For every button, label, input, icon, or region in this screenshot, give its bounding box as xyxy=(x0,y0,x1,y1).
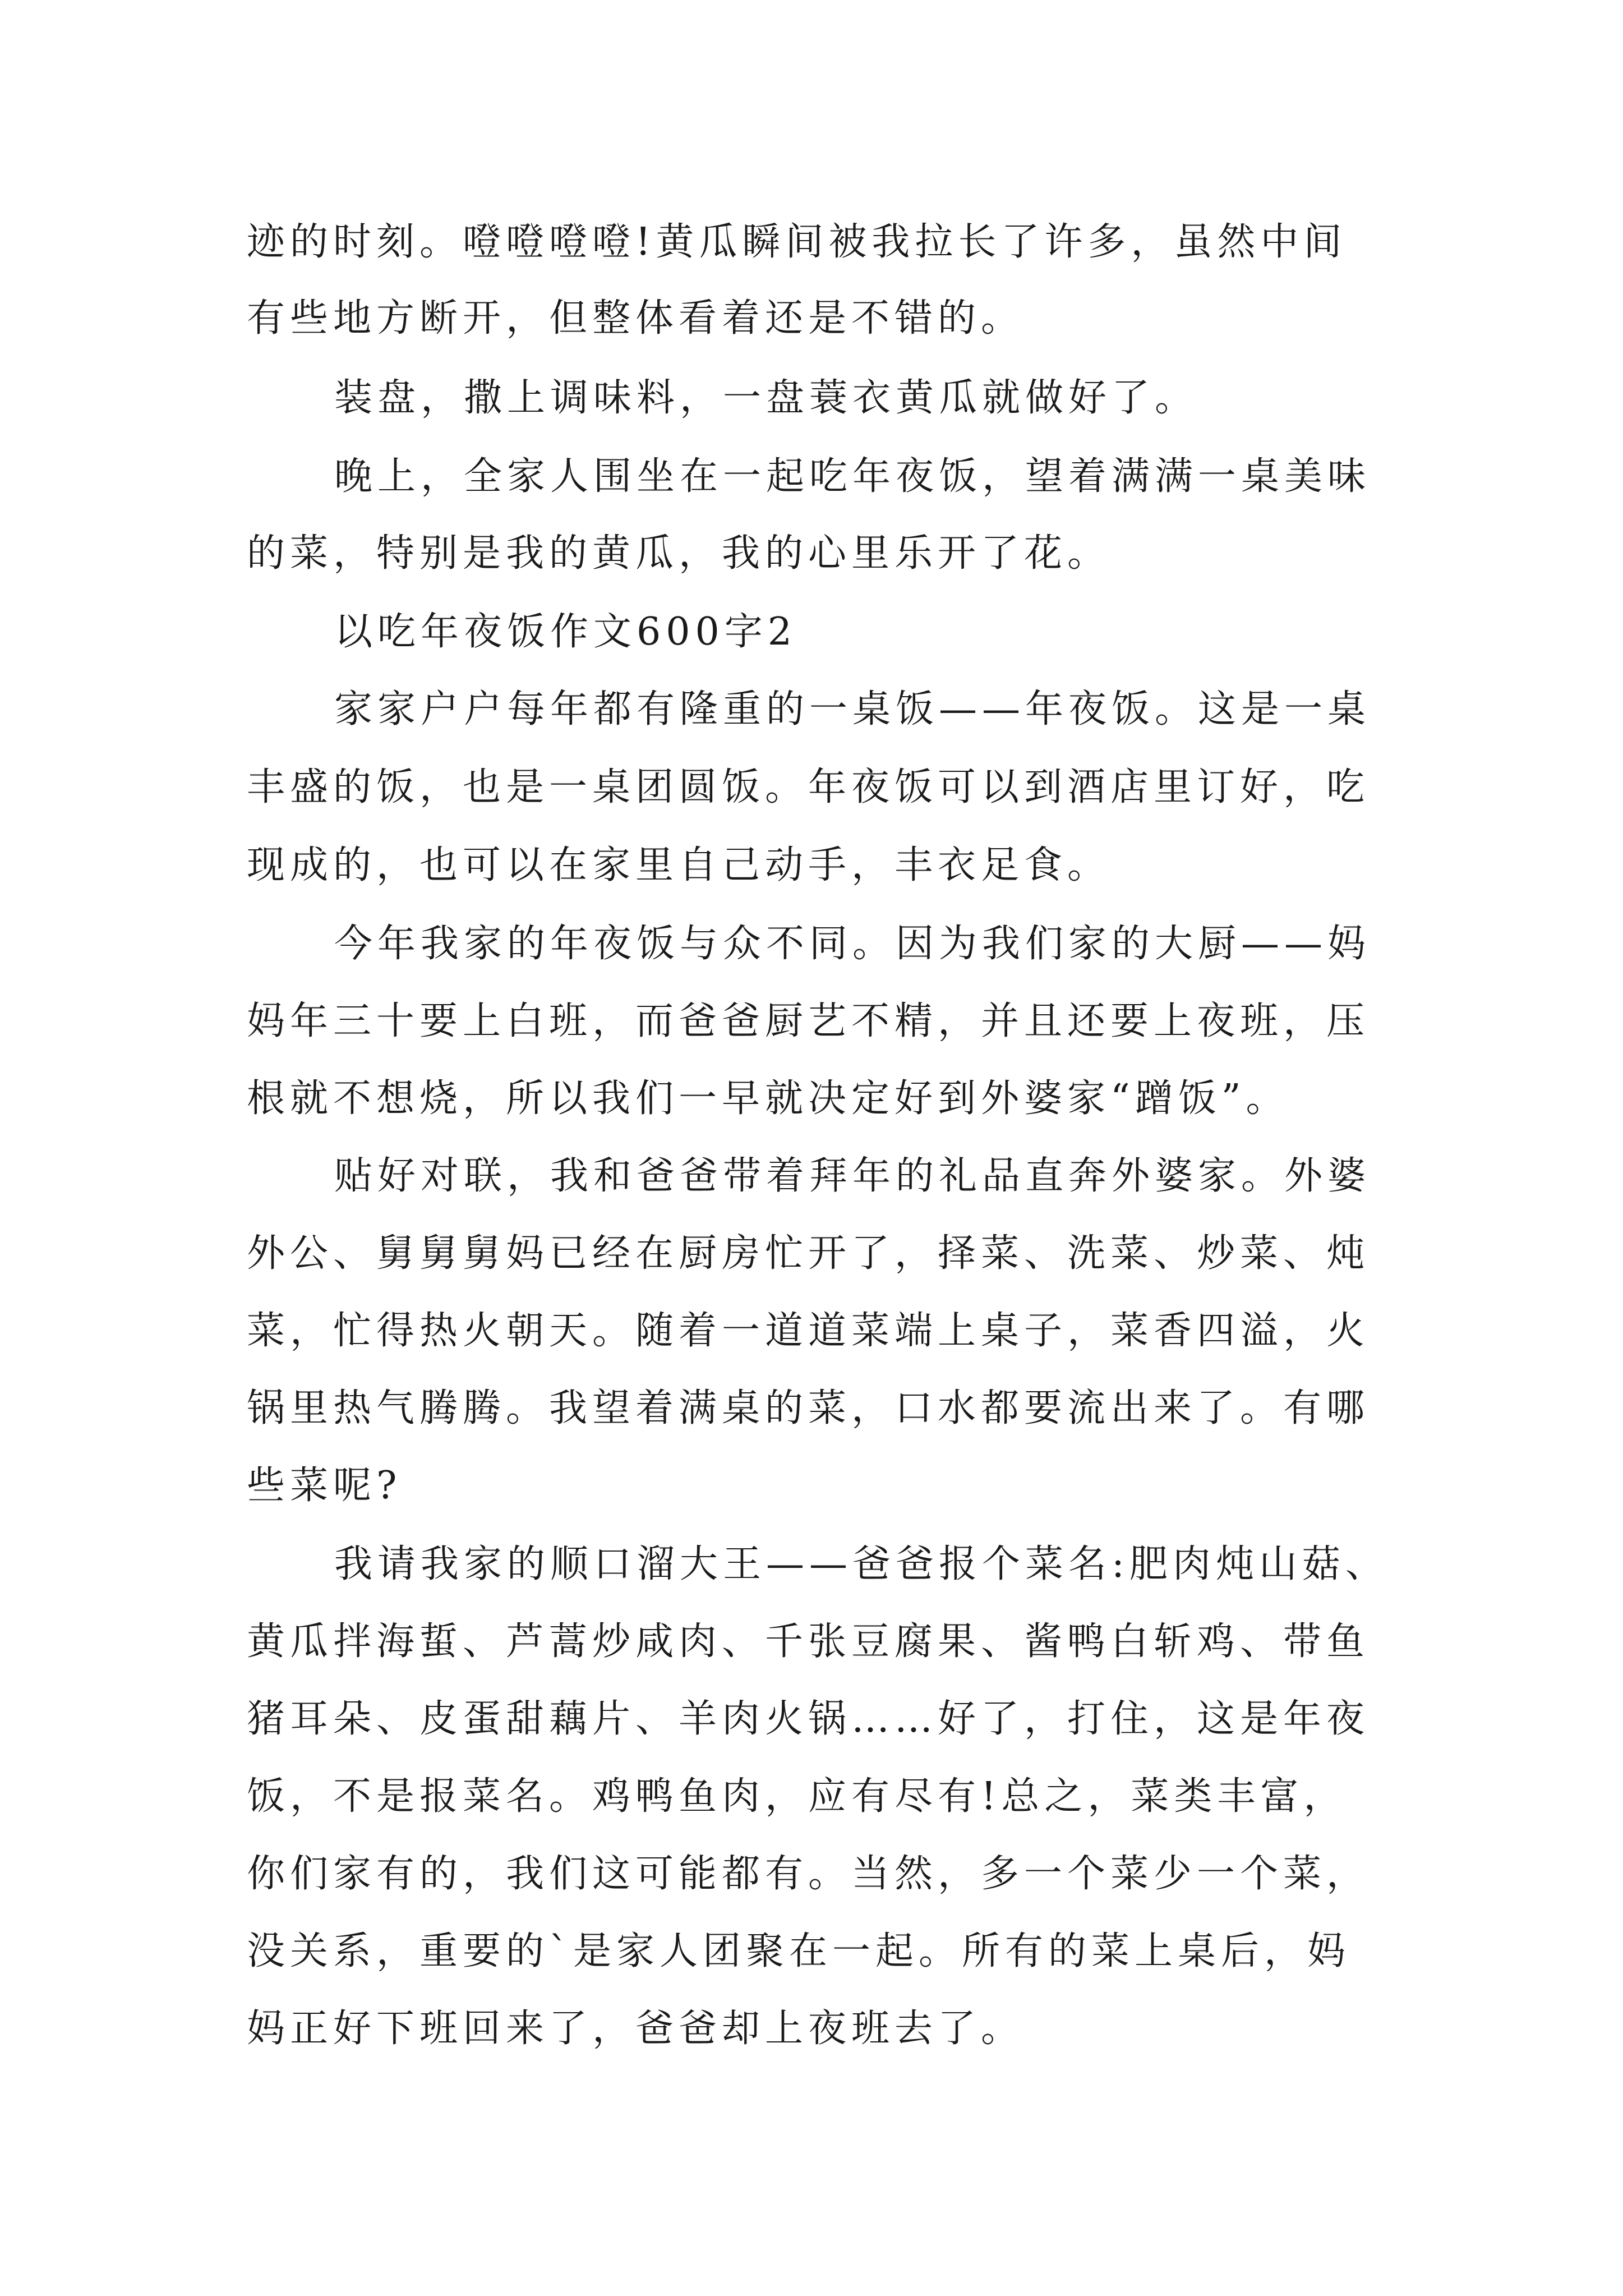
text-line: 妈正好下班回来了，爸爸却上夜班去了。 xyxy=(247,2007,1025,2051)
text-line: 丰盛的饭，也是一桌团圆饭。年夜饭可以到酒店里订好，吃 xyxy=(247,765,1370,809)
text-line: 有些地方断开，但整体看着还是不错的。 xyxy=(247,296,1025,341)
text-line: 我请我家的顺口溜大王——爸爸报个菜名:肥肉炖山菇、 xyxy=(334,1542,1389,1586)
section-heading: 以吃年夜饭作文600字2 xyxy=(334,610,797,654)
text-line: 晚上，全家人围坐在一起吃年夜饭，望着满满一桌美味 xyxy=(334,454,1371,499)
text-line: 的菜，特别是我的黄瓜，我的心里乐开了花。 xyxy=(247,531,1111,576)
text-line: 贴好对联，我和爸爸带着拜年的礼品直奔外婆家。外婆 xyxy=(334,1154,1371,1198)
text-line: 根就不想烧，所以我们一早就决定好到外婆家“蹭饭”。 xyxy=(247,1076,1289,1121)
text-line: 猪耳朵、皮蛋甜藕片、羊肉火锅……好了，打住，这是年夜 xyxy=(247,1697,1370,1741)
text-line: 菜，忙得热火朝天。随着一道道菜端上桌子，菜香四溢，火 xyxy=(247,1309,1370,1353)
text-line: 今年我家的年夜饭与众不同。因为我们家的大厨——妈 xyxy=(334,922,1371,966)
text-line: 你们家有的，我们这可能都有。当然，多一个菜少一个菜， xyxy=(247,1852,1370,1896)
text-line: 妈年三十要上白班，而爸爸厨艺不精，并且还要上夜班，压 xyxy=(247,999,1370,1043)
text-line: 些菜呢? xyxy=(247,1464,402,1508)
text-line: 迹的时刻。噔噔噔噔!黄瓜瞬间被我拉长了许多，虽然中间 xyxy=(247,220,1347,264)
text-line: 家家户户每年都有隆重的一桌饭——年夜饭。这是一桌 xyxy=(334,687,1371,731)
text-line: 没关系，重要的`是家人团聚在一起。所有的菜上桌后，妈 xyxy=(247,1929,1351,1973)
text-line: 装盘，撒上调味料，一盘蓑衣黄瓜就做好了。 xyxy=(334,376,1198,420)
text-line: 饭，不是报菜名。鸡鸭鱼肉，应有尽有!总之，菜类丰富， xyxy=(247,1774,1347,1819)
text-line: 锅里热气腾腾。我望着满桌的菜，口水都要流出来了。有哪 xyxy=(247,1386,1370,1430)
text-line: 外公、舅舅舅妈已经在厨房忙开了，择菜、洗菜、炒菜、炖 xyxy=(247,1231,1370,1276)
text-line: 黄瓜拌海蜇、芦蒿炒咸肉、千张豆腐果、酱鸭白斩鸡、带鱼 xyxy=(247,1619,1370,1664)
text-line: 现成的，也可以在家里自己动手，丰衣足食。 xyxy=(247,843,1111,887)
